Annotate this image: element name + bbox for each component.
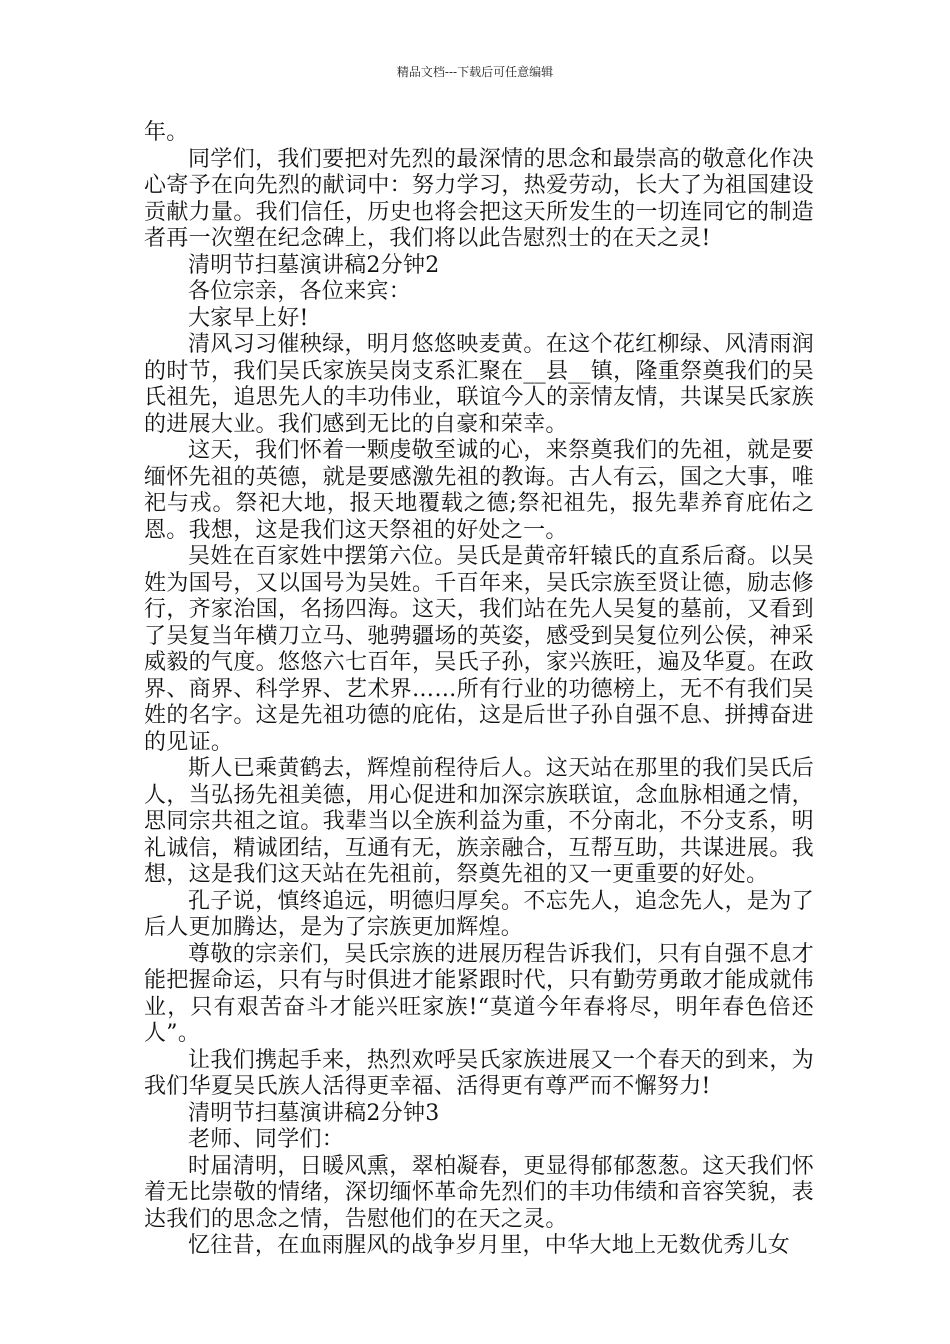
paragraph: 同学们，我们要把对先烈的最深情的思念和最崇高的敬意化作决心寄予在向先烈的献词中：努力学习，热爱劳动，长大了为祖国建设贡献力量。我们信任，历史也将会把这天所发生的一切连同它的制造者再一次塑在纪念碑上，我们将以此告慰烈士的在天之灵! bbox=[144, 146, 814, 251]
section-title: 清明节扫墓演讲稿2分钟2 bbox=[188, 252, 440, 278]
paragraph: 这天，我们怀着一颗虔敬至诚的心，来祭奠我们的先祖，就是要缅怀先祖的英德，就是要感激先祖的教诲。古人有云，国之大事，唯祀与戎。祭祀大地，报天地覆载之德;祭祀祖先，报先辈养育庇佑之恩。我想，这是我们这天祭祖的好处之一。 bbox=[144, 438, 814, 543]
greeting: 大家早上好! bbox=[188, 305, 309, 331]
paragraph: 孔子说，慎终追远，明德归厚矣。不忘先人，追念先人，是为了后人更加腾达，是为了宗族更加辉煌。 bbox=[144, 888, 814, 940]
paragraph: 清风习习催秧绿，明月悠悠映麦黄。在这个花红柳绿、风清雨润的时节，我们吴氏家族吴岗支系汇聚在__县__镇，隆重祭奠我们的吴氏祖先，追思先人的丰功伟业，联谊今人的亲情友情，共谋吴氏家族的进展大业。我们感到无比的自豪和荣幸。 bbox=[144, 332, 814, 437]
page-header: 精品文档---下载后可任意编辑 bbox=[396, 65, 554, 79]
paragraph: 忆往昔，在血雨腥风的战争岁月里，中华大地上无数优秀儿女 bbox=[188, 1233, 791, 1258]
paragraph: 尊敬的宗亲们，吴氏宗族的进展历程告诉我们，只有自强不息才能把握命运，只有与时俱进才能紧跟时代，只有勤劳勇敢才能成就伟业，只有艰苦奋斗才能兴旺家族!“莫道今年春将尽，明年春色倍还人”。 bbox=[144, 941, 814, 1046]
paragraph: 斯人已乘黄鹤去，辉煌前程待后人。这天站在那里的我们吴氏后人，当弘扬先祖美德，用心促进和加深宗族联谊，念血脉相通之情，思同宗共祖之谊。我辈当以全族利益为重，不分南北，不分支系，明礼诚信，精诚团结，互通有无，族亲融合，互帮互助，共谋进展。我想，这是我们这天站在先祖前，祭奠先祖的又一更重要的好处。 bbox=[144, 756, 814, 887]
document-body bbox=[144, 120, 814, 1260]
paragraph: 让我们携起手来，热烈欢呼吴氏家族进展又一个春天的到来，为我们华夏吴氏族人活得更幸福、活得更有尊严而不懈努力! bbox=[144, 1047, 814, 1099]
paragraph: 时届清明，日暖风熏，翠柏凝春，更显得郁郁葱葱。这天我们怀着无比崇敬的情绪，深切缅怀革命先烈们的丰功伟绩和音容笑貌，表达我们的思念之情，告慰他们的在天之灵。 bbox=[144, 1153, 814, 1232]
salutation: 老师、同学们： bbox=[188, 1127, 345, 1152]
section-title: 清明节扫墓演讲稿2分钟3 bbox=[188, 1100, 440, 1126]
paragraph: 吴姓在百家姓中摆第六位。吴氏是黄帝轩辕氏的直系后裔。以吴姓为国号，又以国号为吴姓。千百年来，吴氏宗族至贤让德，励志修行，齐家治国，名扬四海。这天，我们站在先人吴复的墓前，又看到了吴复当年横刀立马、驰骋疆场的英姿，感受到吴复位列公侯，神采威毅的气度。悠悠六七百年，吴氏子孙，家兴族旺，遍及华夏。在政界、商界、科学界、艺术界……所有行业的功德榜上，无不有我们吴姓的名字。这是先祖功德的庇佑，这是后世子孙自强不息、拼搏奋进的见证。 bbox=[144, 544, 814, 755]
paragraph: 年。 bbox=[144, 120, 189, 145]
salutation: 各位宗亲，各位来宾： bbox=[188, 279, 412, 304]
